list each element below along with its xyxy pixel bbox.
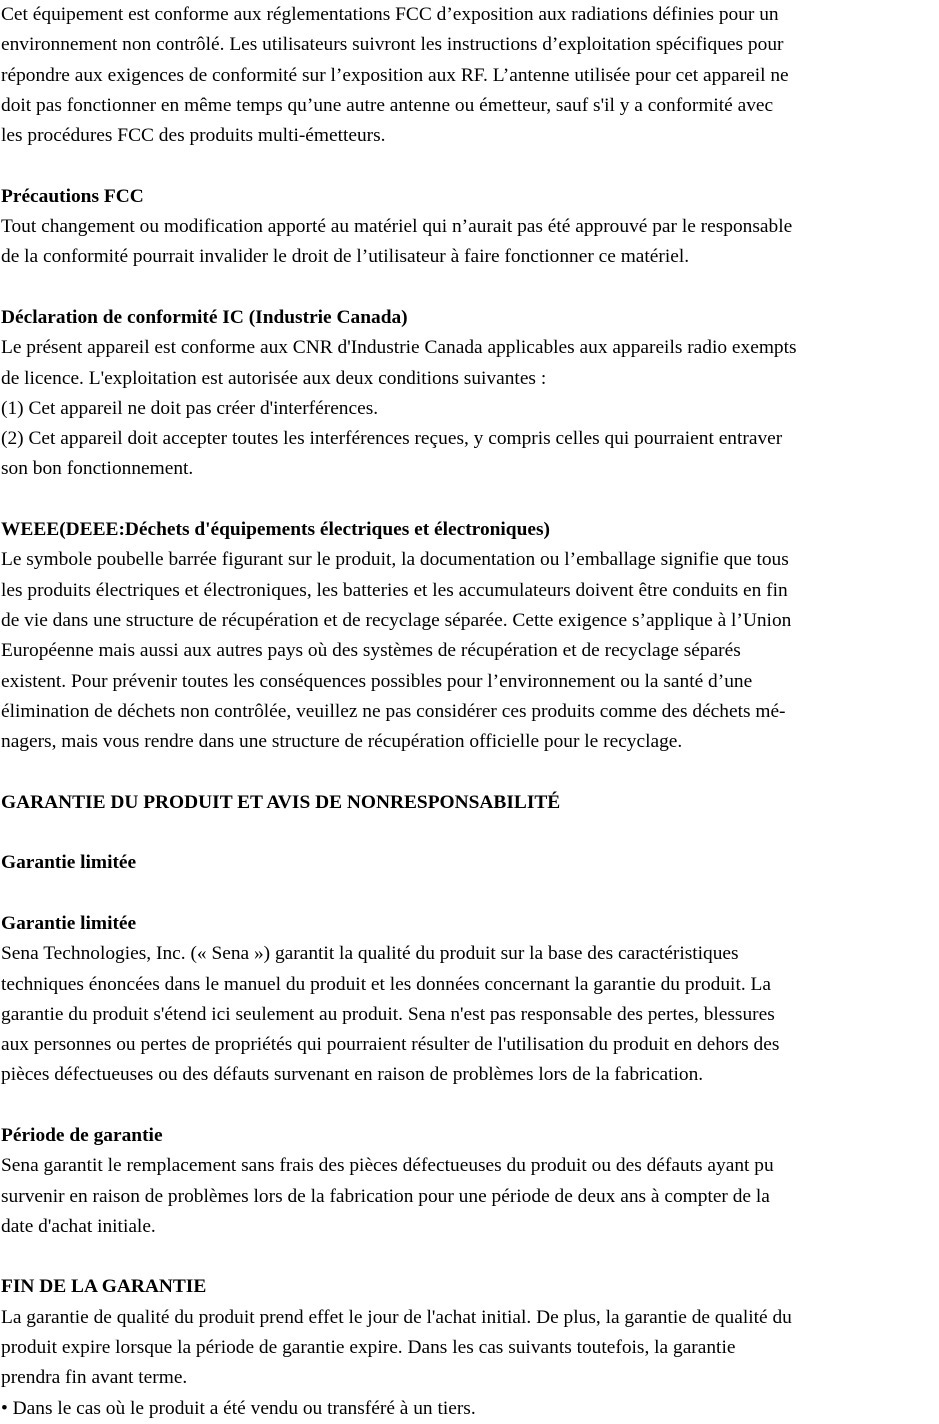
text-line: Tout changement ou modification apporté au matériel qui n’aurait pas été approuvé par le responsable <box>1 216 793 238</box>
paragraph-spacer <box>1 273 939 303</box>
text-line: élimination de déchets non contrôlée, veuillez ne pas considérer ces produits comme des déchets mé- <box>1 700 786 722</box>
text-line: de licence. L'exploitation est autorisée aux deux conditions suivantes : <box>1 367 547 389</box>
text-line: pièces défectueuses ou des défauts survenant en raison de problèmes lors de la fabrication. <box>1 1064 704 1086</box>
section-heading: Période de garantie <box>1 1124 163 1146</box>
limited-warranty-section <box>1 909 939 1091</box>
paragraph-spacer <box>1 1242 939 1272</box>
text-line: répondre aux exigences de conformité sur l’exposition aux RF. L’antenne utilisée pour cet appareil ne <box>1 64 789 86</box>
paragraph-spacer <box>1 757 939 787</box>
text-line: Européenne mais aussi aux autres pays où des systèmes de récupération et de recyclage séparés <box>1 640 741 662</box>
subchapter-heading: Garantie limitée <box>1 852 137 874</box>
section-heading: FIN DE LA GARANTIE <box>1 1276 207 1298</box>
text-line: nagers, mais vous rendre dans une structure de récupération officielle pour le recyclage. <box>1 731 683 753</box>
text-line: Cet équipement est conforme aux réglementations FCC d’exposition aux radiations définies pour un <box>1 4 779 25</box>
section-heading: Garantie limitée <box>1 912 137 934</box>
paragraph-spacer <box>1 879 939 909</box>
text-line: doit pas fonctionner en même temps qu’une autre antenne ou émetteur, sauf s'il y a conformité avec <box>1 94 774 116</box>
text-line: environnement non contrôlé. Les utilisateurs suivront les instructions d’exploitation spécifiques pour <box>1 34 784 56</box>
text-line: La garantie de qualité du produit prend effet le jour de l'achat initial. De plus, la garantie de qualité du <box>1 1306 792 1328</box>
text-line: de la conformité pourrait invalider le droit de l’utilisateur à faire fonctionner ce matériel. <box>1 246 690 268</box>
text-line: de vie dans une structure de récupération et de recyclage séparée. Cette exigence s’applique à l’Union <box>1 609 792 631</box>
text-line: aux personnes ou pertes de propriétés qui pourraient résulter de l'utilisation du produit en dehors des <box>1 1034 780 1056</box>
section-heading: Précautions FCC <box>1 185 144 207</box>
text-line: les produits électriques et électroniques, les batteries et les accumulateurs doivent être conduits en fin <box>1 579 788 601</box>
limited-warranty-heading-block <box>1 848 939 878</box>
text-line: Sena garantit le remplacement sans frais des pièces défectueuses du produit ou des défauts ayant pu <box>1 1155 774 1177</box>
text-line: survenir en raison de problèmes lors de la fabrication pour une période de deux ans à compter de la <box>1 1185 770 1207</box>
paragraph-spacer <box>1 485 939 515</box>
warranty-disclaimer-heading-block <box>1 788 939 818</box>
text-line: Sena Technologies, Inc. (« Sena ») garantit la qualité du produit sur la base des caractéristiques <box>1 943 739 965</box>
paragraph-spacer <box>1 818 939 848</box>
text-line: son bon fonctionnement. <box>1 458 194 480</box>
text-line: les procédures FCC des produits multi-émetteurs. <box>1 125 386 147</box>
text-line: garantie du produit s'étend ici seulement au produit. Sena n'est pas responsable des pertes, blessures <box>1 1003 775 1025</box>
text-line: (2) Cet appareil doit accepter toutes les interférences reçues, y compris celles qui pourraient entraver <box>1 428 783 450</box>
paragraph-spacer <box>1 1091 939 1121</box>
weee-section <box>1 515 939 757</box>
section-heading: Déclaration de conformité IC (Industrie Canada) <box>1 306 408 328</box>
warranty-period-section <box>1 1121 939 1242</box>
chapter-heading: GARANTIE DU PRODUIT ET AVIS DE NONRESPONSABILITÉ <box>1 791 561 813</box>
section-heading: WEEE(DEEE:Déchets d'équipements électriques et électroniques) <box>1 519 550 541</box>
text-line: produit expire lorsque la période de garantie expire. Dans les cas suivants toutefois, la garantie <box>1 1337 736 1359</box>
text-line: techniques énoncées dans le manuel du produit et les données concernant la garantie du produit. La <box>1 973 771 995</box>
document-page <box>1 0 939 1424</box>
bullet-item: • Dans le cas où le produit a été vendu ou transféré à un tiers. <box>1 1397 476 1419</box>
text-line: Le présent appareil est conforme aux CNR d'Industrie Canada applicables aux appareils radio exempts <box>1 337 797 359</box>
end-of-warranty-section <box>1 1272 939 1423</box>
text-line: prendra fin avant terme. <box>1 1367 188 1389</box>
fcc-precautions-section <box>1 182 939 273</box>
ic-declaration-section <box>1 303 939 485</box>
paragraph-spacer <box>1 151 939 181</box>
text-line: date d'achat initiale. <box>1 1215 156 1237</box>
text-line: (1) Cet appareil ne doit pas créer d'interférences. <box>1 397 379 419</box>
fcc-exposure-paragraph <box>1 0 939 151</box>
text-line: Le symbole poubelle barrée figurant sur le produit, la documentation ou l’emballage signifie que tous <box>1 549 789 571</box>
text-line: existent. Pour prévenir toutes les conséquences possibles pour l’environnement ou la santé d’une <box>1 670 753 692</box>
